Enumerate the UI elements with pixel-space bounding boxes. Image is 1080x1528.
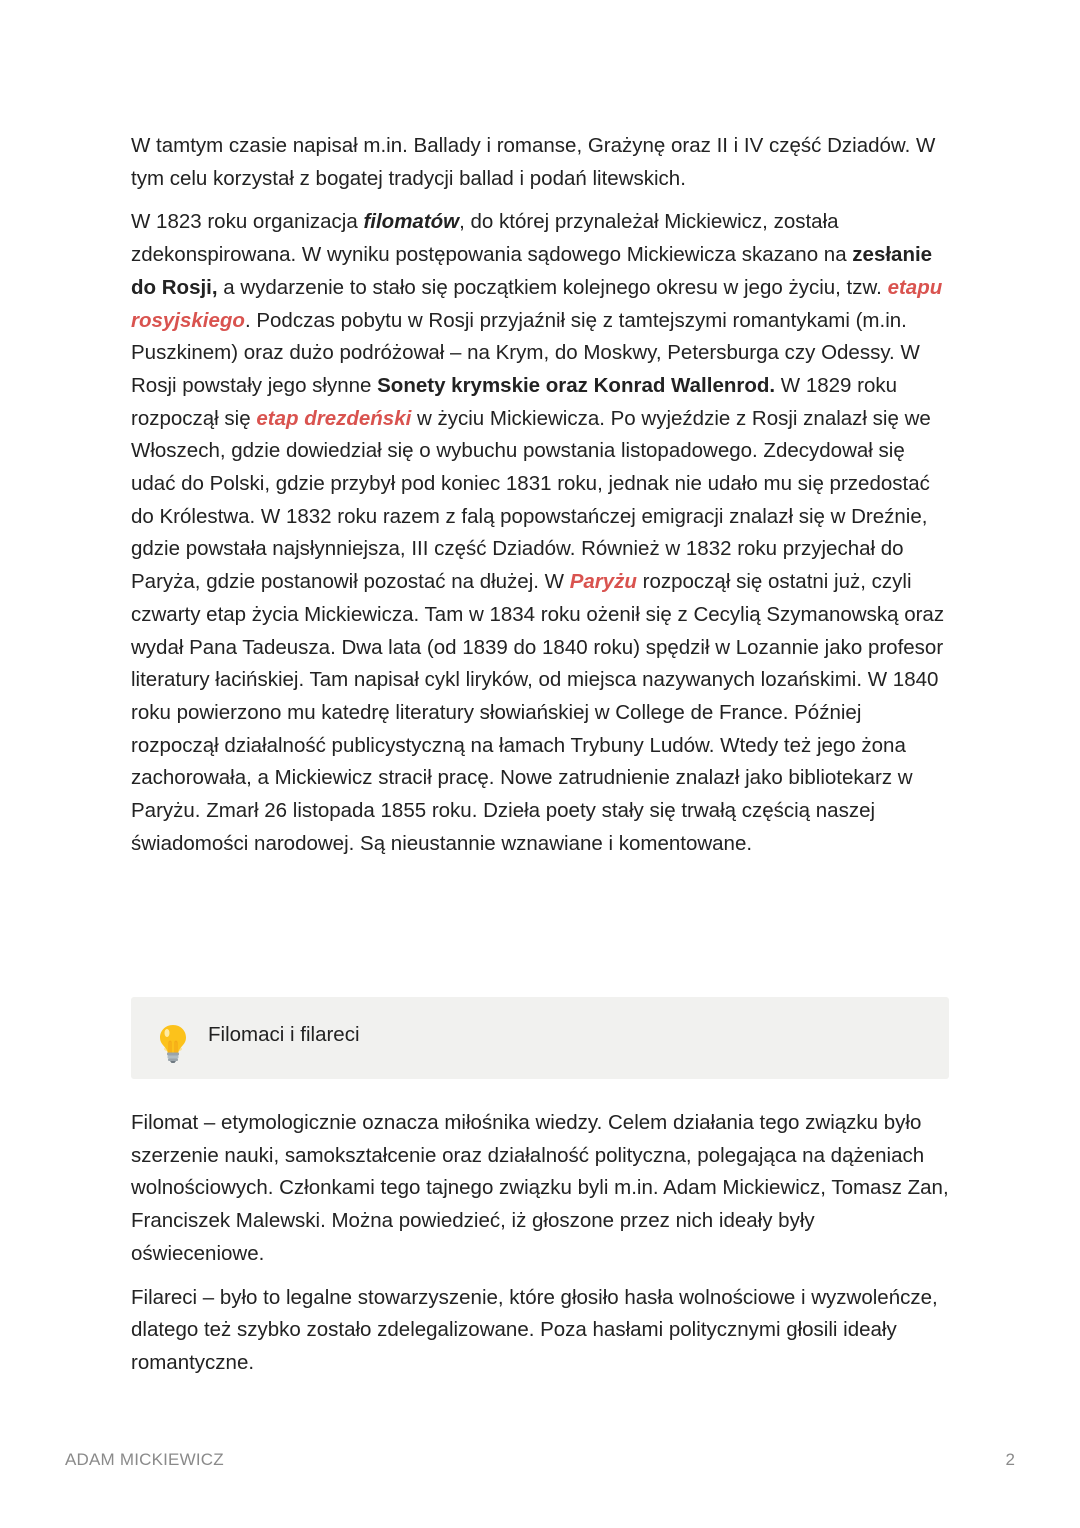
- footer-title: ADAM MICKIEWICZ: [65, 1450, 224, 1469]
- text-segment: . Podczas pobytu w Rosji przyjaźnił się z tamtejszymi romantykami (m.in. Puszkinem) oraz dużo podróżował – na Krym, do Moskwy, Petersburga czy Odessy. W Rosji powstały jego słynne: [131, 308, 920, 397]
- text-segment: rozpoczął się ostatni już, czyli czwarty etap życia Mickiewicza. Tam w 1834 roku ożenił się z Cecylią Szymanowską oraz wydał Pana Tadeusza. Dwa lata (od 1839 do 1840 roku) spędził w Lozannie jako profesor literatury łacińskiej. Tam napisał cykl liryków, od miejsca nazywanych lozańskimi. W 1840 roku powierzono mu katedrę literatury słowiańskiej w College de France. Później rozpoczął działalność publicystyczną na łamach Trybuny Ludów. Wtedy też jego żona zachorowała, a Mickiewicz stracił pracę. Nowe zatrudnienie znalazł jako bibliotekarz w Paryżu. Zmarł 26 listopada 1855 roku. Dzieła poety stały się trwałą częścią naszej świadomości narodowej. Są nieustannie wznawiane i komentowane.: [131, 570, 945, 855]
- text-segment: , do której przynależał Mickiewicz, została zdekonspirowana. W wyniku postępowania sądowego Mickiewicza skazano na: [131, 210, 853, 267]
- main-content: [131, 130, 951, 860]
- text-segment: W 1823 roku organizacja: [131, 210, 364, 234]
- text-segment: W 1829 roku rozpoczął się: [131, 373, 898, 430]
- callout-title: Filomaci i filareci: [208, 1023, 360, 1046]
- term-filomatow: filomatów: [363, 210, 460, 234]
- term-zeslanie: zesłanie do Rosji,: [131, 243, 933, 299]
- callout-box: [131, 997, 949, 1079]
- highlight-etap-drezdenski: etap drezdeński: [256, 406, 412, 430]
- highlight-paryz: Paryżu: [569, 570, 637, 594]
- definitions: [131, 1107, 951, 1380]
- paragraph-intro: W tamtym czasie napisał m.in. Ballady i romanse, Grażynę oraz II i IV część Dziadów. W tym celu korzystał z bogatej tradycji ballad i podań litewskich.: [131, 134, 936, 190]
- paragraph-biography: [131, 206, 951, 860]
- text-segment: a wydarzenie to stało się początkiem kolejnego okresu w jego życiu, tzw.: [217, 275, 888, 299]
- highlight-etap-rosyjski: etapu rosyjskiego: [131, 275, 943, 332]
- text-segment: w życiu Mickiewicza. Po wyjeździe z Rosji znalazł się we Włoszech, gdzie dowiedział się o wybuchu powstania listopadowego. Zdecydował się udać do Polski, gdzie przybył pod koniec 1831 roku, jednak nie udało mu się przedostać do Królestwa. W 1832 roku razem z falą popowstańczej emigracji znalazł się w Dreźnie, gdzie powstała najsłynniejsza, III część Dziadów. Również w 1832 roku przyjechał do Paryża, gdzie postanowił pozostać na dłużej. W: [131, 406, 931, 594]
- term-sonety: Sonety krymskie oraz Konrad Wallenrod.: [377, 373, 776, 397]
- lightbulb-icon: [157, 1023, 189, 1063]
- definition-filareci: Filareci – było to legalne stowarzyszenie, które głosiło hasła wolnościowe i wyzwoleńcze, dlatego też szybko zostało zdelegalizowane. Poza hasłami politycznymi głosili ideały romantyczne.: [131, 1285, 938, 1374]
- page-number: 2: [1005, 1450, 1015, 1469]
- definition-filomat: Filomat – etymologicznie oznacza miłośnika wiedzy. Celem działania tego związku było szerzenie nauki, samokształcenie oraz działalność polityczna, polegająca na dążeniach wolnościowych. Członkami tego tajnego związku byli m.in. Adam Mickiewicz, Tomasz Zan, Franciszek Malewski. Można powiedzieć, iż głoszone przez nich ideały były oświeceniowe.: [131, 1111, 949, 1265]
